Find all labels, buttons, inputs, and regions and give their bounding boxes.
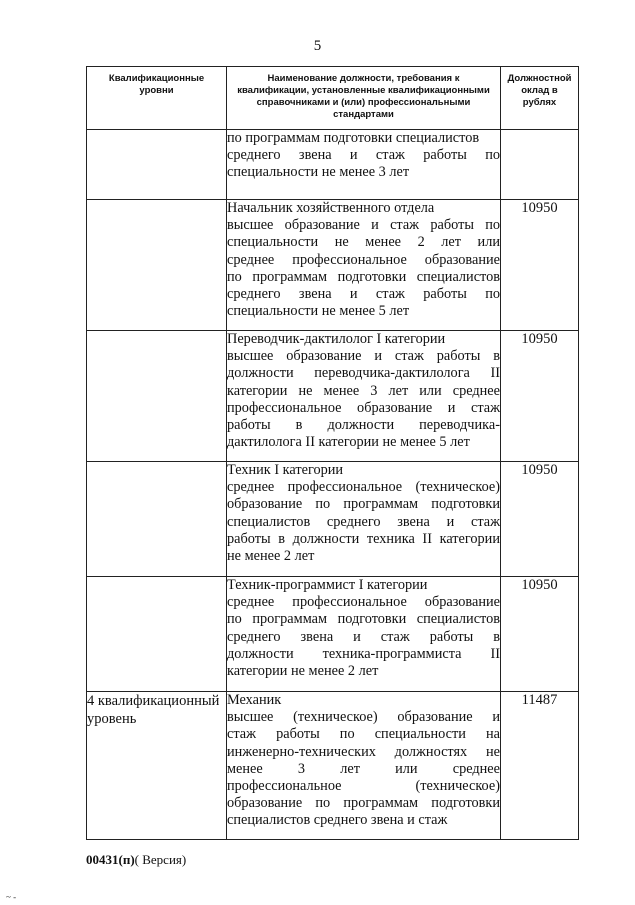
table-row — [87, 331, 579, 462]
description-line: специалистов среднего звена и стаж — [227, 513, 500, 530]
table-row — [87, 200, 579, 331]
description-line: категории не менее 2 лет — [227, 663, 379, 680]
header-description: Наименование должности, требования к квалификации, установленные квалификационными справочниками и (или) профессиональными стандартами — [227, 67, 501, 130]
description-line: профессиональное образование и стаж — [227, 399, 500, 416]
table-row — [87, 692, 579, 840]
description-line: Начальник хозяйственного отдела — [227, 200, 435, 216]
description-line: не менее 2 лет — [227, 548, 315, 565]
description-cell — [227, 577, 501, 692]
description-line: по программам подготовки специалистов — [227, 268, 500, 285]
description-line: среднее профессиональное (техническое) — [227, 479, 500, 496]
description-line: высшее образование и стаж работы по — [227, 217, 500, 234]
description-line: среднего звена и стаж работы по — [227, 286, 500, 303]
document-code: 00431(п)( Версия) — [86, 852, 187, 867]
salary-cell: 10950 — [501, 200, 579, 331]
description-line: категории не менее 3 лет или среднее — [227, 382, 500, 399]
description-line: дактилолога II категории не менее 5 лет — [227, 434, 470, 451]
salary-cell: 10950 — [501, 462, 579, 577]
table-row — [87, 577, 579, 692]
corner-mark: ~ - — [6, 892, 17, 902]
description-line: среднее профессиональное образование — [227, 594, 500, 611]
description-line: Техник I категории — [227, 462, 344, 478]
description-line: профессиональное (техническое) — [227, 778, 500, 795]
description-line: по программам подготовки специалистов — [227, 130, 480, 146]
description-line: специальности не менее 2 лет или — [227, 234, 500, 251]
description-line: должности техника-программиста II — [227, 645, 500, 662]
level-cell — [87, 577, 227, 692]
table-row — [87, 130, 579, 200]
salary-cell: 10950 — [501, 577, 579, 692]
description-line: специалистов среднего звена и стаж — [227, 812, 448, 829]
description-line: образование по программам подготовки — [227, 795, 500, 812]
description-line: высшее образование и стаж работы в — [227, 348, 500, 365]
page-number: 5 — [313, 38, 322, 54]
description-line: специальности не менее 5 лет — [227, 303, 410, 320]
description-cell — [227, 692, 501, 840]
description-line: работы в должности техника II категории — [227, 530, 500, 547]
table-row — [87, 462, 579, 577]
description-cell — [227, 200, 501, 331]
description-line: работы в должности переводчика- — [227, 417, 500, 434]
description-line: по программам подготовки специалистов — [227, 611, 500, 628]
description-line: образование по программам подготовки — [227, 496, 500, 513]
qualification-table — [86, 66, 579, 840]
salary-cell — [501, 130, 579, 200]
description-cell — [227, 331, 501, 462]
description-cell — [227, 130, 501, 200]
header-salary: Должностной оклад в рублях — [501, 67, 579, 130]
header-level: Квалификационные уровни — [87, 67, 227, 130]
description-line: стаж работы по специальности на — [227, 726, 500, 743]
description-line: высшее (техническое) образование и — [227, 709, 500, 726]
level-cell: 4 квалификационный уровень — [87, 692, 227, 840]
description-line: среднего звена и стаж работы в — [227, 628, 500, 645]
table-header-row — [87, 67, 579, 130]
description-line: должности переводчика-дактилолога II — [227, 365, 500, 382]
description-line: Техник-программист I категории — [227, 577, 428, 593]
level-cell — [87, 462, 227, 577]
salary-cell: 10950 — [501, 331, 579, 462]
level-cell — [87, 331, 227, 462]
level-cell — [87, 200, 227, 331]
level-cell — [87, 130, 227, 200]
description-line: среднее профессиональное образование — [227, 251, 500, 268]
description-line: специальности не менее 3 лет — [227, 164, 410, 181]
description-cell — [227, 462, 501, 577]
description-line: инженерно-технических должностях не — [227, 743, 500, 760]
description-line: Механик — [227, 692, 282, 708]
description-line: среднего звена и стаж работы по — [227, 147, 500, 164]
description-line: менее 3 лет или среднее — [227, 760, 500, 777]
description-line: Переводчик-дактилолог I категории — [227, 331, 446, 347]
salary-cell: 11487 — [501, 692, 579, 840]
